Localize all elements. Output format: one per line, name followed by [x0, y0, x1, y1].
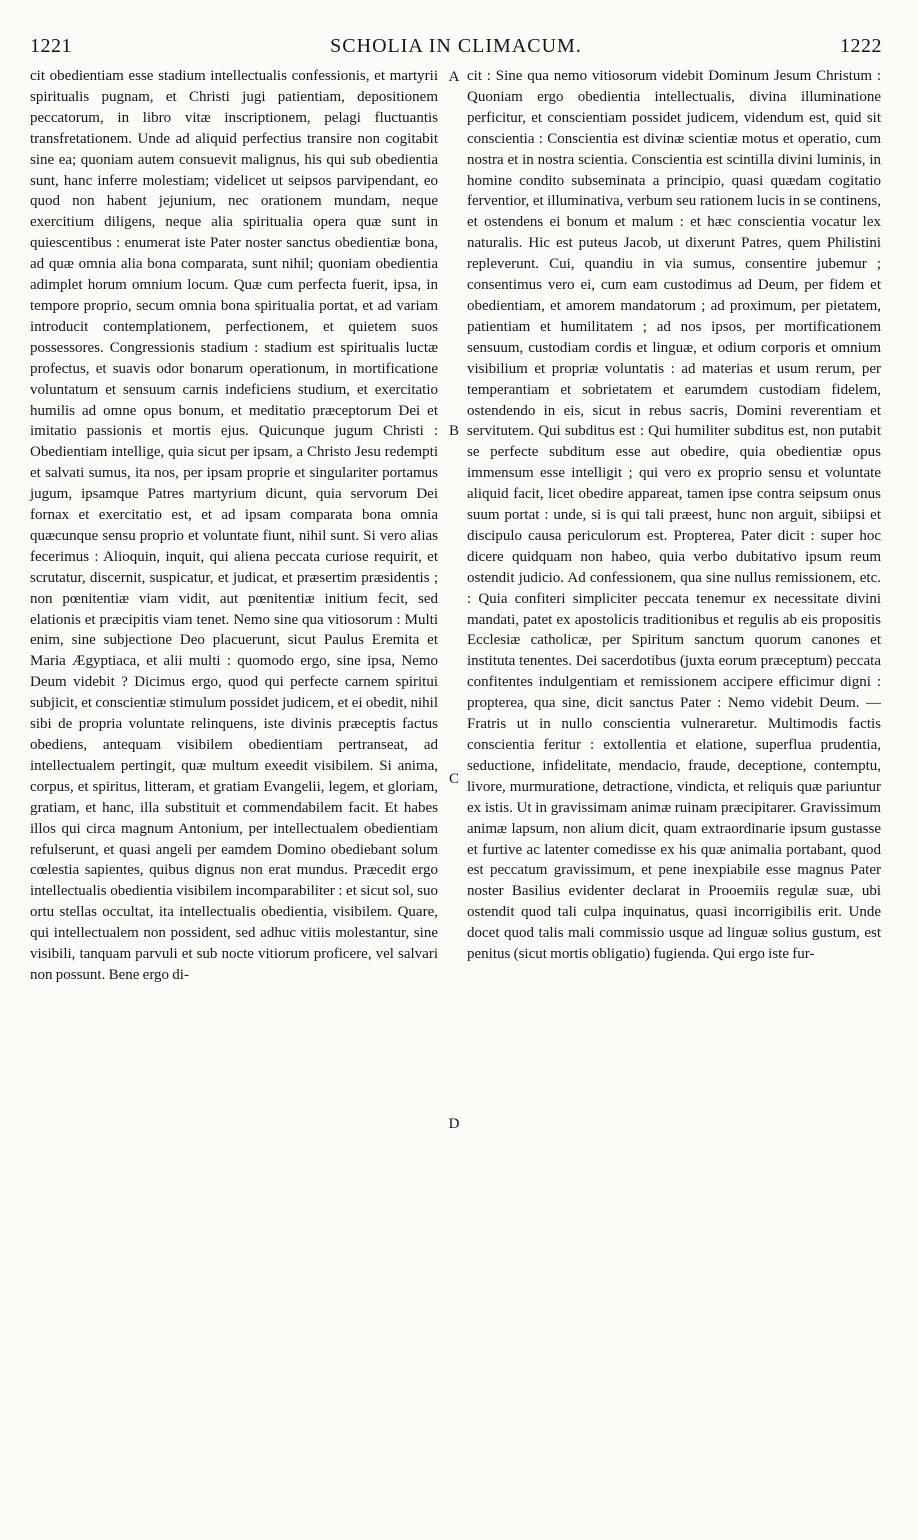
left-column [30, 66, 438, 986]
gutter-marker-c: C [448, 771, 459, 787]
right-column-text: cit : Sine qua nemo vitiosorum videbit Dominum Jesum Christum : Quoniam ergo obedientia intellectualis, divina illuminatione perficitur, et conscientiam possidet judicem, videndum est, quid sit conscientia : Conscientia est divinæ scientiæ motus et operatio, cum nostra et in nostra scientia. Conscientia est scintilla divini luminis, in homine condito subseminata a principio, quasi quædam cogitatio ferventior, et illuminativa, verbum seu rationem lucis in se continens, et ostendens ei bonum et malum : et hæc conscientia vocatur lex naturalis. Hic est puteus Jacob, ut dixerunt Patres, quem Philistini repleverunt. Cui, quandiu in via sumus, consentire jubemur ; consentimus vero ei, cum eam custodimus ad Deum, per fidem et obedientiam, et amorem mandatorum ; ad proximum, per pietatem, patientiam et humilitatem ; ad nos ipsos, per mortificationem sensuum, custodiam cordis et linguæ, et odium corporis et omnium visibilium et propriæ voluntatis : ad materias et usum rerum, per temperantiam et sobrietatem et earumdem custodiam fidelem, ostendendo in eis, sicut in rebus sacris, Domini reverentiam et servitutem. Qui subditus est : Qui humiliter subditus est, non putabit se perfecte subditum esse aut obedire, quia obedientiæ opus immensum esse intelligit ; qui vero ex proprio sensu et voluntate aliquid facit, licet obedire appareat, tamen ipse contra seipsum onus suum portat : unde, si is qui tali præest, hunc non arguit, sibiipsi et discipulo causa periculorum est. Propterea, Pater dicit : super hoc dicere quidquam non habeo, quia verbo dubitativo ipsum reum ostendit judicio. Ad confessionem, qua sine nullus remissionem, etc. : Quia confiteri simpliciter peccata tenemur ex necessitate divini mandati, patet ex apostolicis traditionibus et regulis ab eis propositis Ecclesiæ catholicæ, per Spiritum sanctum quorum canones et instituta tenentes. Dei sacerdotibus (juxta eorum præceptum) peccata confitentes indulgentiam et remissionem accipere efficimur digni : propterea, qua sine, dicit sanctus Pater : Nemo videbit Deum. — Fratris ut in nullo conscientia vulneraretur. Multimodis factis conscientia feritur : extollentia et elatione, superflua prudentia, seductione, infidelitate, mendacio, fraude, deceptione, contemptu, livore, murmuratione, detractione, vindicta, et reliquis quæ pariuntur ex istis. Ut in gravissimam animæ ruinam præcipitarer. Gravissimum animæ lapsum, non alium dicit, quam extraordinarie ipsum gustasse et furtive ac latenter comedisse ex his quæ animalia portabant, quod est peccatum gravissimum, et pene inexpiabile esse magnus Pater noster Basilius evidenter declarat in Prooemiis regulæ suæ, ubi ostendit quod tali culpa inquinatus, quasi incorrigibilis erit. Unde docet quod talis mali commissio usque ad linguæ solius gustum, est penitus (sicut mortis obligatio) fugienda. Qui ergo iste fur- [467, 68, 881, 963]
running-header [30, 33, 882, 59]
right-column [467, 66, 881, 965]
left-column-text: cit obedientiam esse stadium intellectualis confessionis, et martyrii spiritualis pugnam, et Christi jugi patientiam, depositionem peccatorum, in libro vitæ inscriptionem, pelagi fluctuantis transfretationem. Unde ad aliquid perfectius transire non cogitabit sine ea; quoniam autem consuevit malignus, his qui sub obedientia sunt, hanc inferre molestiam; videlicet ut seipsos parvipendant, eo quod non habent jejunium, nec orationem mundam, neque exercitium diligens, neque alia spiritualia opera quæ sunt in quiescentibus : enumerat iste Pater noster sanctus obedientiæ bona, ad quæ omnia alia bona comparata, sunt nihil; quoniam obedientia adimplet horum omnium locum. Quæ cum perfecta fuerit, ipsa, in tempore proprio, secum omnia bona spiritualia portat, et ad variam introducit contemplationem, perfectionem, et quietem suos possessores. Congressionis stadium : stadium est spiritualis luctæ profectus, et suavis odor bonarum operationum, in mortificatione voluntatum et sensuum carnis indeficiens studium, et exercitatio humilis ad omne opus bonum, et meditatio præceptorum Dei et imitatio passionis et mortis ejus. Quicunque jugum Christi : Obedientiam intellige, quia sicut per ipsam, a Christo Jesu redempti et salvati sumus, ita nos, per ipsam proprie et singulariter portamus jugum, ipsamque Patres martyrium dicunt, quia servorum Dei fornax et exercitatio est, et ad ipsam comparata bona omnia quæcunque sensu proprio et voluntate fiunt, nihil sunt. Si vero alias fecerimus : Alioquin, inquit, qui aliena peccata curiose requirit, et scrutatur, discernit, suspicatur, et judicat, et præsertim præsidentis ; non pœnitentiæ viam vidit, aut pœnitentiæ initium fecit, sed elationis et præcipitis viam tenet. Nemo sine qua vitiosorum : Multi enim, sine subjectione Deo placuerunt, sicut Paulus Eremita et Maria Ægyptiaca, et alii multi : quomodo ergo, sine ipsa, Nemo Deum videbit ? Dicimus ergo, quod qui perfecte carnem spiritui subjicit, et conscientiæ stimulum possidet judicem, et ei obedit, nihil sibi de propria voluntate relinquens, iste divinis præceptis factus obediens, antequam visibilem obedientiam pertranseat, ad intellectualem pertingit, quæ multum exeedit visibilem. Si anima, corpus, et spiritus, litteram, et gratiam Evangelii, legem, et gloriam, gratiam, et hanc, illa substituit et commendabilem facit. Et habes illos qui circa magnum Antonium, per intellectualem obedientiam refulserunt, et quasi angeli per eamdem Domino obediebant solum cœlestia sapientes, quibus dignus non erat mundus. Præcedit ergo intellectualis obedientia visibilem incomparabiliter : et sicut sol, suo ortu stellas occultat, ita intellectualis obedientia, visibilem. Quare, qui intellectualem non possident, sed adhuc vitiis molestantur, sine visibili, tanquam parvuli et sub nocte vitiorum proficere, vel salvari non possunt. Bene ergo di- [30, 68, 438, 983]
page-number-right: 1222 [840, 35, 882, 57]
gutter-marker-d: D [448, 1116, 460, 1132]
page-number-left: 1221 [30, 35, 72, 57]
running-title: SCHOLIA IN CLIMACUM. [330, 35, 582, 57]
gutter-marker-b: B [448, 423, 459, 439]
gutter-marker-a: A [448, 69, 460, 85]
